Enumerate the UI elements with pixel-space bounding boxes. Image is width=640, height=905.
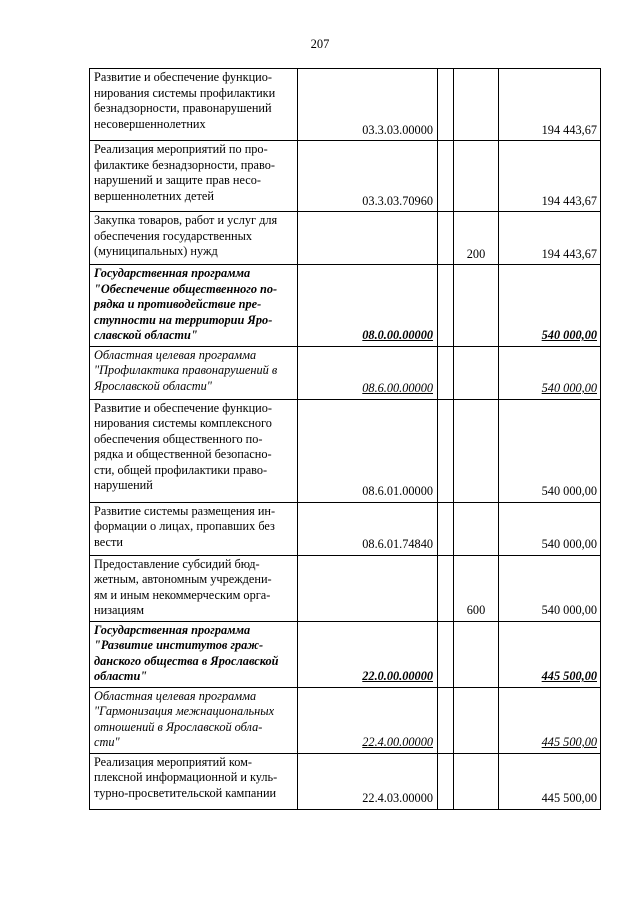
- row-name-line: нарушений и защите прав несо-: [94, 173, 261, 187]
- row-expense-type: [454, 502, 499, 555]
- row-name: [90, 753, 298, 809]
- row-amount-value: 540 000,00: [541, 603, 597, 617]
- row-col3: [438, 346, 454, 399]
- row-expense-type: [454, 265, 499, 347]
- table-row: [90, 502, 601, 555]
- row-code: [298, 502, 438, 555]
- row-expense-type: [454, 621, 499, 687]
- table-row: [90, 399, 601, 502]
- row-name-line: Государственная программа: [94, 266, 251, 280]
- row-name-line: ям и иным некоммерческим орга-: [94, 587, 271, 602]
- row-name-line: Предоставление субсидий бюд-: [94, 556, 260, 571]
- row-name-line: Закупка товаров, работ и услуг для: [94, 213, 278, 227]
- row-name-line: жетным, автономным учреждени-: [94, 572, 272, 586]
- row-name: [90, 346, 298, 399]
- row-name: [90, 621, 298, 687]
- row-amount-value: 445 500,00: [541, 735, 597, 749]
- row-code: [298, 555, 438, 621]
- row-expense-type: [454, 555, 499, 621]
- row-name-line: турно-просветительской кампании: [94, 785, 277, 800]
- row-expense-type: [454, 399, 499, 502]
- row-amount-value: 540 000,00: [541, 484, 597, 498]
- row-code: [298, 621, 438, 687]
- row-col3: [438, 502, 454, 555]
- row-name-line: рядка и общественной безопасно-: [94, 447, 272, 461]
- row-name-line: "Профилактика правонарушений в: [94, 363, 278, 377]
- row-amount: [499, 212, 601, 265]
- row-name-line: низациям: [94, 603, 145, 617]
- row-code: [298, 346, 438, 399]
- row-name-line: филактике безнадзорности, право-: [94, 157, 275, 172]
- row-name-line: славской области": [94, 328, 198, 342]
- row-col3: [438, 69, 454, 141]
- row-name-line: сти": [94, 735, 120, 749]
- row-code: [298, 141, 438, 212]
- row-amount: [499, 502, 601, 555]
- row-name-line: обеспечения государственных: [94, 228, 253, 243]
- row-expense-type: [454, 753, 499, 809]
- row-name-line: области": [94, 669, 148, 683]
- table-row: [90, 687, 601, 753]
- row-amount-value: 445 500,00: [541, 791, 597, 805]
- row-code: [298, 69, 438, 141]
- row-code: [298, 753, 438, 809]
- row-name: [90, 265, 298, 347]
- table-row: [90, 753, 601, 809]
- row-col3: [438, 555, 454, 621]
- row-name-line: вершеннолетних детей: [94, 188, 214, 203]
- row-amount: [499, 555, 601, 621]
- row-code: [298, 212, 438, 265]
- row-expense-type-value: 200: [466, 246, 486, 261]
- row-name-line: Областная целевая программа: [94, 347, 257, 362]
- row-name-line: Областная целевая программа: [94, 688, 257, 703]
- row-name-line: нирования системы комплексного: [94, 416, 272, 430]
- row-code-value: 08.6.01.74840: [362, 537, 433, 551]
- row-name-line: плексной информационной и куль-: [94, 770, 278, 784]
- table-row: [90, 141, 601, 212]
- row-name-line: несовершеннолетних: [94, 116, 206, 131]
- row-col3: [438, 141, 454, 212]
- row-col3: [438, 621, 454, 687]
- row-name: [90, 555, 298, 621]
- row-code-value: 08.6.00.00000: [362, 381, 433, 395]
- row-name-line: формации о лицах, пропавших без: [94, 519, 275, 533]
- row-code-value: 03.3.03.00000: [362, 122, 433, 137]
- row-amount: [499, 346, 601, 399]
- row-name-line: сти, общей профилактики право-: [94, 462, 268, 477]
- row-amount-value: 540 000,00: [541, 537, 597, 551]
- row-col3: [438, 687, 454, 753]
- row-amount-value: 194 443,67: [541, 246, 597, 261]
- row-name-line: обеспечения общественного по-: [94, 431, 263, 446]
- table-row: [90, 212, 601, 265]
- row-col3: [438, 399, 454, 502]
- row-code-value: 08.0.00.00000: [362, 328, 433, 342]
- row-code: [298, 265, 438, 347]
- row-amount-value: 194 443,67: [541, 122, 597, 137]
- row-amount-value: 540 000,00: [541, 328, 597, 342]
- row-amount: [499, 621, 601, 687]
- row-expense-type: [454, 212, 499, 265]
- row-col3: [438, 265, 454, 347]
- row-name-line: отношений в Ярославской обла-: [94, 719, 263, 734]
- row-name-line: Реализация мероприятий ком-: [94, 754, 253, 769]
- row-name-line: Развитие и обеспечение функцио-: [94, 400, 272, 415]
- row-name-line: Реализация мероприятий по про-: [94, 142, 268, 156]
- row-name-line: нарушений: [94, 478, 153, 492]
- row-name-line: вести: [94, 534, 123, 549]
- row-code-value: 22.4.00.00000: [362, 735, 433, 749]
- budget-table: [89, 68, 601, 810]
- row-name-line: "Обеспечение общественного по-: [94, 281, 278, 296]
- row-name-line: Развитие и обеспечение функцио-: [94, 70, 272, 84]
- row-amount: [499, 69, 601, 141]
- table-row: [90, 346, 601, 399]
- row-code: [298, 399, 438, 502]
- row-name: [90, 399, 298, 502]
- page-number: 207: [310, 37, 330, 51]
- row-col3: [438, 753, 454, 809]
- row-name-line: нирования системы профилактики: [94, 85, 276, 100]
- row-name: [90, 212, 298, 265]
- row-amount: [499, 753, 601, 809]
- table-row: [90, 69, 601, 141]
- row-expense-type: [454, 69, 499, 141]
- row-name: [90, 502, 298, 555]
- row-name-line: "Развитие институтов граж-: [94, 638, 264, 652]
- row-name-line: данского общества в Ярославской: [94, 653, 279, 668]
- row-name-line: Развитие системы размещения ин-: [94, 503, 276, 518]
- row-name: [90, 141, 298, 212]
- row-code-value: 03.3.03.70960: [362, 193, 433, 208]
- row-name: [90, 69, 298, 141]
- row-code: [298, 687, 438, 753]
- row-name-line: Ярославской области": [94, 378, 212, 393]
- table-row: [90, 555, 601, 621]
- row-amount-value: 194 443,67: [541, 193, 597, 208]
- row-col3: [438, 212, 454, 265]
- row-amount-value: 445 500,00: [541, 669, 597, 683]
- table-row: [90, 265, 601, 347]
- row-name-line: ступности на территории Яро-: [94, 312, 273, 327]
- row-code-value: 22.4.03.00000: [362, 791, 433, 805]
- row-code-value: 22.0.00.00000: [362, 669, 433, 683]
- row-amount: [499, 141, 601, 212]
- row-name-line: "Гармонизация межнациональных: [94, 704, 275, 718]
- row-name-line: безнадзорности, правонарушений: [94, 101, 272, 115]
- row-name-line: рядка и противодействие пре-: [94, 297, 262, 311]
- row-name-line: (муниципальных) нужд: [94, 244, 218, 258]
- row-name-line: Государственная программа: [94, 622, 251, 637]
- row-name: [90, 687, 298, 753]
- row-amount-value: 540 000,00: [541, 381, 597, 395]
- row-code-value: 08.6.01.00000: [362, 484, 433, 498]
- row-expense-type: [454, 687, 499, 753]
- row-expense-type: [454, 346, 499, 399]
- row-expense-type-value: 600: [466, 603, 486, 617]
- row-amount: [499, 265, 601, 347]
- row-expense-type: [454, 141, 499, 212]
- table-row: [90, 621, 601, 687]
- row-amount: [499, 399, 601, 502]
- row-amount: [499, 687, 601, 753]
